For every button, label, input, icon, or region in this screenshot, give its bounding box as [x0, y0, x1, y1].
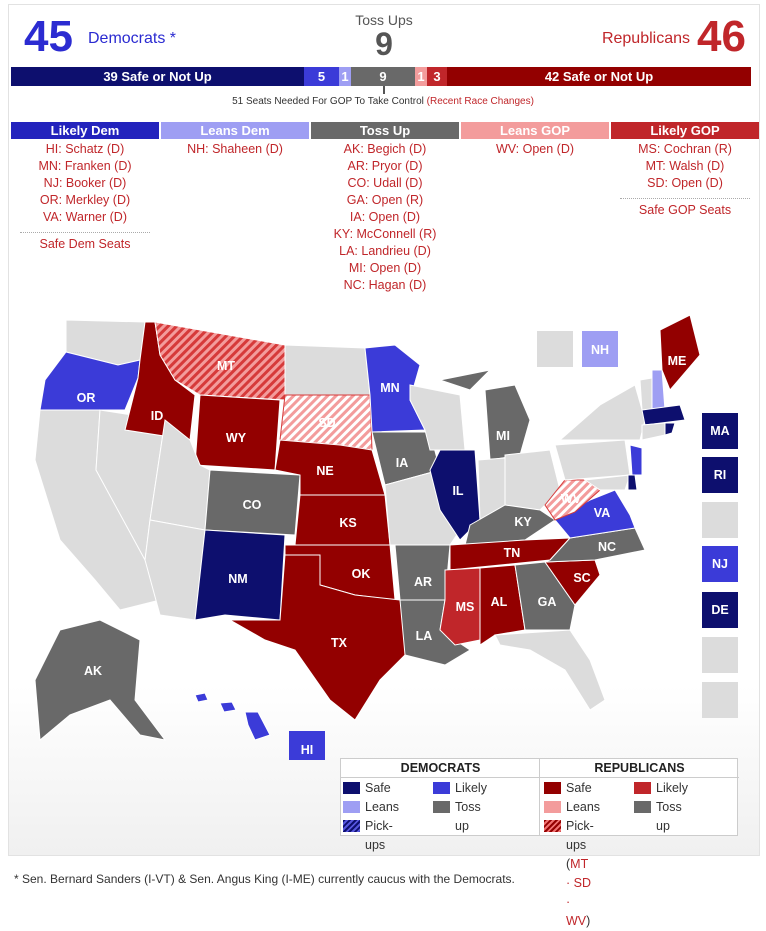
- label-la: LA: [415, 629, 433, 643]
- label-me: ME: [667, 354, 687, 368]
- dc-box[interactable]: [702, 682, 738, 718]
- bar-safe-gop[interactable]: 42 Safe or Not Up: [447, 67, 751, 86]
- pickups-prefix: Pick-ups (: [566, 819, 594, 871]
- column-header-likely-dem: Likely Dem: [11, 122, 159, 139]
- pickups-suffix: ): [586, 914, 591, 928]
- safe-gop-seats-link[interactable]: Safe GOP Seats: [638, 203, 732, 217]
- label-mn: MN: [380, 381, 400, 395]
- swatch: [634, 782, 651, 794]
- ct-box[interactable]: [702, 502, 738, 538]
- legend-label: Toss up: [656, 800, 682, 833]
- bar-toss-up[interactable]: 9: [351, 67, 415, 86]
- bar-safe-dem[interactable]: 39 Safe or Not Up: [11, 67, 304, 86]
- bar-likely-dem[interactable]: 5: [304, 67, 339, 86]
- swatch: [544, 782, 561, 794]
- race-item[interactable]: MI: Open (D): [348, 261, 422, 275]
- label-wv: WV: [560, 492, 582, 506]
- dem-seat-count: 45: [24, 12, 73, 61]
- column-header-toss-up: Toss Up: [311, 122, 459, 139]
- ma-box[interactable]: MA: [702, 413, 738, 449]
- label-hi: HI: [300, 743, 314, 757]
- label-nh: NH: [590, 343, 610, 357]
- label-va: VA: [593, 506, 611, 520]
- legend-label: Pick-ups: [365, 819, 393, 852]
- bar-leans-gop[interactable]: 1: [415, 67, 427, 86]
- bar-likely-gop[interactable]: 3: [427, 67, 447, 86]
- state-nj[interactable]: [630, 445, 642, 475]
- legend-rep-title: REPUBLICANS: [540, 759, 739, 778]
- state-ct[interactable]: [642, 423, 665, 440]
- md-box[interactable]: [702, 637, 738, 673]
- legend-label: Likely: [455, 781, 487, 795]
- state-nd[interactable]: [285, 345, 370, 395]
- toss-up-label: Toss Ups: [355, 12, 413, 28]
- label-ia: IA: [395, 456, 409, 470]
- label-ok: OK: [351, 567, 371, 581]
- label-ms: MS: [455, 600, 475, 614]
- state-ak[interactable]: [35, 620, 165, 740]
- swatch: [343, 820, 360, 832]
- swatch: [544, 820, 561, 832]
- nj-box[interactable]: NJ: [702, 546, 738, 582]
- race-item[interactable]: GA: Open (R): [346, 193, 424, 207]
- label-ne: NE: [316, 464, 334, 478]
- toss-up-count: 9: [375, 26, 393, 62]
- label-ky: KY: [514, 515, 532, 529]
- race-item[interactable]: LA: Landrieu (D): [339, 244, 431, 258]
- label-nm: NM: [228, 572, 248, 586]
- seats-needed-text: 51 Seats Needed For GOP To Take Control: [232, 96, 424, 107]
- label-mt: MT: [216, 359, 236, 373]
- rep-seat-count: 46: [697, 12, 746, 61]
- race-item[interactable]: HI: Schatz (D): [45, 142, 125, 156]
- swatch: [433, 801, 450, 813]
- race-item[interactable]: WV: Open (D): [495, 142, 575, 156]
- race-item[interactable]: MS: Cochran (R): [638, 142, 732, 156]
- swatch: [634, 801, 651, 813]
- race-item[interactable]: IA: Open (D): [349, 210, 421, 224]
- pickup-states[interactable]: MT · SD · WV: [566, 857, 591, 928]
- state-ar[interactable]: [395, 545, 450, 600]
- label-ks: KS: [339, 516, 357, 530]
- swatch: [343, 782, 360, 794]
- legend-label: Safe: [566, 781, 592, 795]
- label-tx: TX: [331, 636, 347, 650]
- race-item[interactable]: SD: Open (D): [647, 176, 723, 190]
- safe-dem-seats-link[interactable]: Safe Dem Seats: [39, 237, 131, 251]
- state-fl[interactable]: [495, 630, 605, 710]
- rep-label: Republicans: [601, 30, 690, 47]
- swatch: [544, 801, 561, 813]
- footnote: * Sen. Bernard Sanders (I-VT) & Sen. Angus King (I-ME) currently caucus with the Democrats.: [14, 872, 515, 886]
- label-ga: GA: [537, 595, 557, 609]
- label-id: ID: [150, 409, 164, 423]
- dem-label: Democrats *: [88, 30, 177, 47]
- race-item[interactable]: CO: Udall (D): [347, 176, 423, 190]
- race-item[interactable]: OR: Merkley (D): [39, 193, 131, 207]
- legend-label: [566, 817, 594, 931]
- legend-label: Leans: [365, 800, 400, 814]
- state-de[interactable]: [628, 475, 637, 490]
- legend: [340, 758, 738, 928]
- state-ny[interactable]: [560, 385, 645, 440]
- bar-leans-dem[interactable]: 1: [339, 67, 351, 86]
- state-az[interactable]: [145, 520, 205, 620]
- race-item[interactable]: MN: Franken (D): [38, 159, 132, 173]
- legend-label: Toss up: [455, 800, 481, 833]
- label-nc: NC: [597, 540, 617, 554]
- label-wy: WY: [225, 431, 247, 445]
- label-ak: AK: [83, 664, 103, 678]
- label-tn: TN: [503, 546, 521, 560]
- swatch: [343, 801, 360, 813]
- column-header-leans-gop: Leans GOP: [461, 122, 609, 139]
- label-al: AL: [490, 595, 508, 609]
- state-vt[interactable]: [640, 378, 652, 410]
- race-item[interactable]: KY: McConnell (R): [333, 227, 437, 241]
- race-item[interactable]: VA: Warner (D): [42, 210, 128, 224]
- label-mi: MI: [496, 429, 510, 443]
- recent-race-changes-link[interactable]: (Recent Race Changes): [426, 96, 534, 107]
- de-box[interactable]: DE: [702, 592, 738, 628]
- state-me[interactable]: [660, 315, 700, 390]
- ri-box[interactable]: RI: [702, 457, 738, 493]
- label-ar: AR: [413, 575, 433, 589]
- race-item[interactable]: AK: Begich (D): [343, 142, 427, 156]
- legend-label: Leans: [566, 800, 601, 814]
- state-pa[interactable]: [555, 440, 630, 480]
- legend-dem-title: DEMOCRATS: [341, 759, 540, 778]
- column-header-leans-dem: Leans Dem: [161, 122, 309, 139]
- legend-divider: [539, 759, 540, 835]
- state-nh[interactable]: [652, 370, 665, 410]
- label-sd: SD: [318, 416, 336, 430]
- swatch: [433, 782, 450, 794]
- column-header-likely-gop: Likely GOP: [611, 122, 759, 139]
- race-item[interactable]: AR: Pryor (D): [347, 159, 423, 173]
- race-item[interactable]: NJ: Booker (D): [43, 176, 127, 190]
- label-co: CO: [242, 498, 262, 512]
- legend-label: Safe: [365, 781, 391, 795]
- vt-box[interactable]: [537, 331, 573, 367]
- state-ri[interactable]: [665, 423, 675, 435]
- label-il: IL: [452, 484, 464, 498]
- legend-label: Likely: [656, 781, 688, 795]
- race-item[interactable]: NC: Hagan (D): [343, 278, 427, 292]
- label-sc: SC: [573, 571, 591, 585]
- state-hi[interactable]: [195, 693, 270, 740]
- label-or: OR: [76, 391, 96, 405]
- race-item[interactable]: MT: Walsh (D): [645, 159, 725, 173]
- race-item[interactable]: NH: Shaheen (D): [187, 142, 283, 156]
